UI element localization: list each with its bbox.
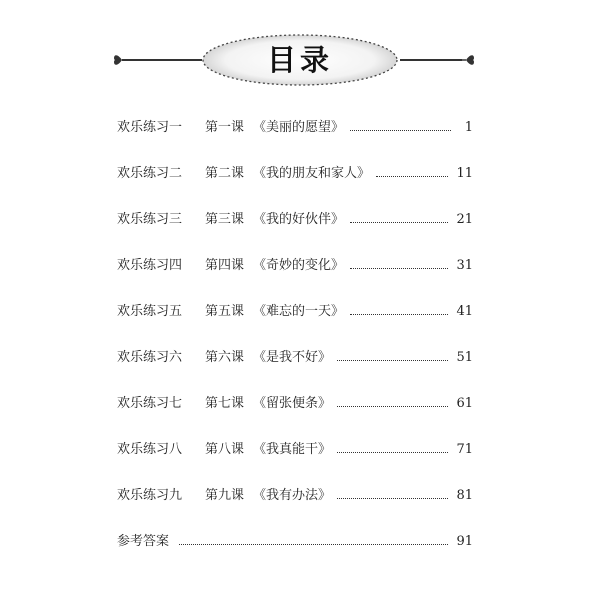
toc-exercise: 欢乐练习四 xyxy=(117,258,183,273)
toc-lesson: 第二课 xyxy=(205,166,245,181)
toc-exercise: 欢乐练习一 xyxy=(117,120,183,135)
toc-title: 《难忘的一天》 xyxy=(253,304,345,319)
toc-lesson: 第三课 xyxy=(205,212,245,227)
toc-entry[interactable] xyxy=(117,89,473,135)
toc-exercise: 欢乐练习七 xyxy=(117,396,183,411)
toc-leader-dots xyxy=(179,543,448,545)
toc-page-number: 91 xyxy=(456,534,473,549)
toc-leader-dots xyxy=(337,497,448,499)
leaf-flourish-icon xyxy=(456,50,476,70)
toc-page-number: 11 xyxy=(456,166,473,181)
header-rule-left xyxy=(122,59,202,61)
toc-page-number: 1 xyxy=(464,120,473,135)
toc-lesson: 第七课 xyxy=(205,396,245,411)
toc-lesson: 第八课 xyxy=(205,442,245,457)
toc-leader-dots xyxy=(350,221,448,223)
toc-leader-dots xyxy=(337,451,448,453)
toc-entry[interactable] xyxy=(117,181,473,227)
toc-title: 《是我不好》 xyxy=(253,350,332,365)
toc-leader-dots xyxy=(337,405,448,407)
toc-title: 《我的好伙伴》 xyxy=(253,212,345,227)
toc-leader-dots xyxy=(337,359,448,361)
toc-exercise: 欢乐练习六 xyxy=(117,350,183,365)
toc-title: 《留张便条》 xyxy=(253,396,332,411)
toc-header xyxy=(0,30,600,90)
toc-entry[interactable] xyxy=(117,457,473,503)
toc-entry[interactable] xyxy=(117,273,473,319)
toc-title: 《我的朋友和家人》 xyxy=(253,166,371,181)
toc-lesson: 第一课 xyxy=(205,120,245,135)
toc-entry[interactable] xyxy=(117,227,473,273)
toc-title: 《我有办法》 xyxy=(253,488,332,503)
toc-page-number: 41 xyxy=(456,304,473,319)
toc-exercise: 欢乐练习八 xyxy=(117,442,183,457)
toc-entry-answers[interactable] xyxy=(117,503,473,549)
toc-exercise: 欢乐练习五 xyxy=(117,304,183,319)
page-title: 目录 xyxy=(266,43,333,77)
toc-title: 《我真能干》 xyxy=(253,442,332,457)
toc-exercise: 欢乐练习三 xyxy=(117,212,183,227)
toc-page-number: 61 xyxy=(456,396,473,411)
toc-title: 《奇妙的变化》 xyxy=(253,258,345,273)
header-rule-right xyxy=(400,59,462,61)
toc-page-number: 71 xyxy=(456,442,473,457)
toc-title: 《美丽的愿望》 xyxy=(253,120,345,135)
toc-leader-dots xyxy=(376,175,448,177)
toc-lesson: 第九课 xyxy=(205,488,245,503)
leaf-flourish-icon xyxy=(112,50,132,70)
toc-exercise: 欢乐练习九 xyxy=(117,488,183,503)
toc-entry[interactable] xyxy=(117,319,473,365)
toc-entry[interactable] xyxy=(117,411,473,457)
toc-answers-label: 参考答案 xyxy=(117,534,170,549)
toc-entry[interactable] xyxy=(117,365,473,411)
toc-page-number: 31 xyxy=(456,258,473,273)
toc-exercise: 欢乐练习二 xyxy=(117,166,183,181)
toc-leader-dots xyxy=(350,313,448,315)
toc-list xyxy=(117,111,473,571)
toc-page-number: 51 xyxy=(456,350,473,365)
toc-lesson: 第六课 xyxy=(205,350,245,365)
toc-page-number: 21 xyxy=(456,212,473,227)
toc-entry[interactable] xyxy=(117,135,473,181)
toc-leader-dots xyxy=(350,267,448,269)
toc-page-number: 81 xyxy=(456,488,473,503)
toc-lesson: 第五课 xyxy=(205,304,245,319)
toc-leader-dots xyxy=(350,129,451,131)
toc-lesson: 第四课 xyxy=(205,258,245,273)
